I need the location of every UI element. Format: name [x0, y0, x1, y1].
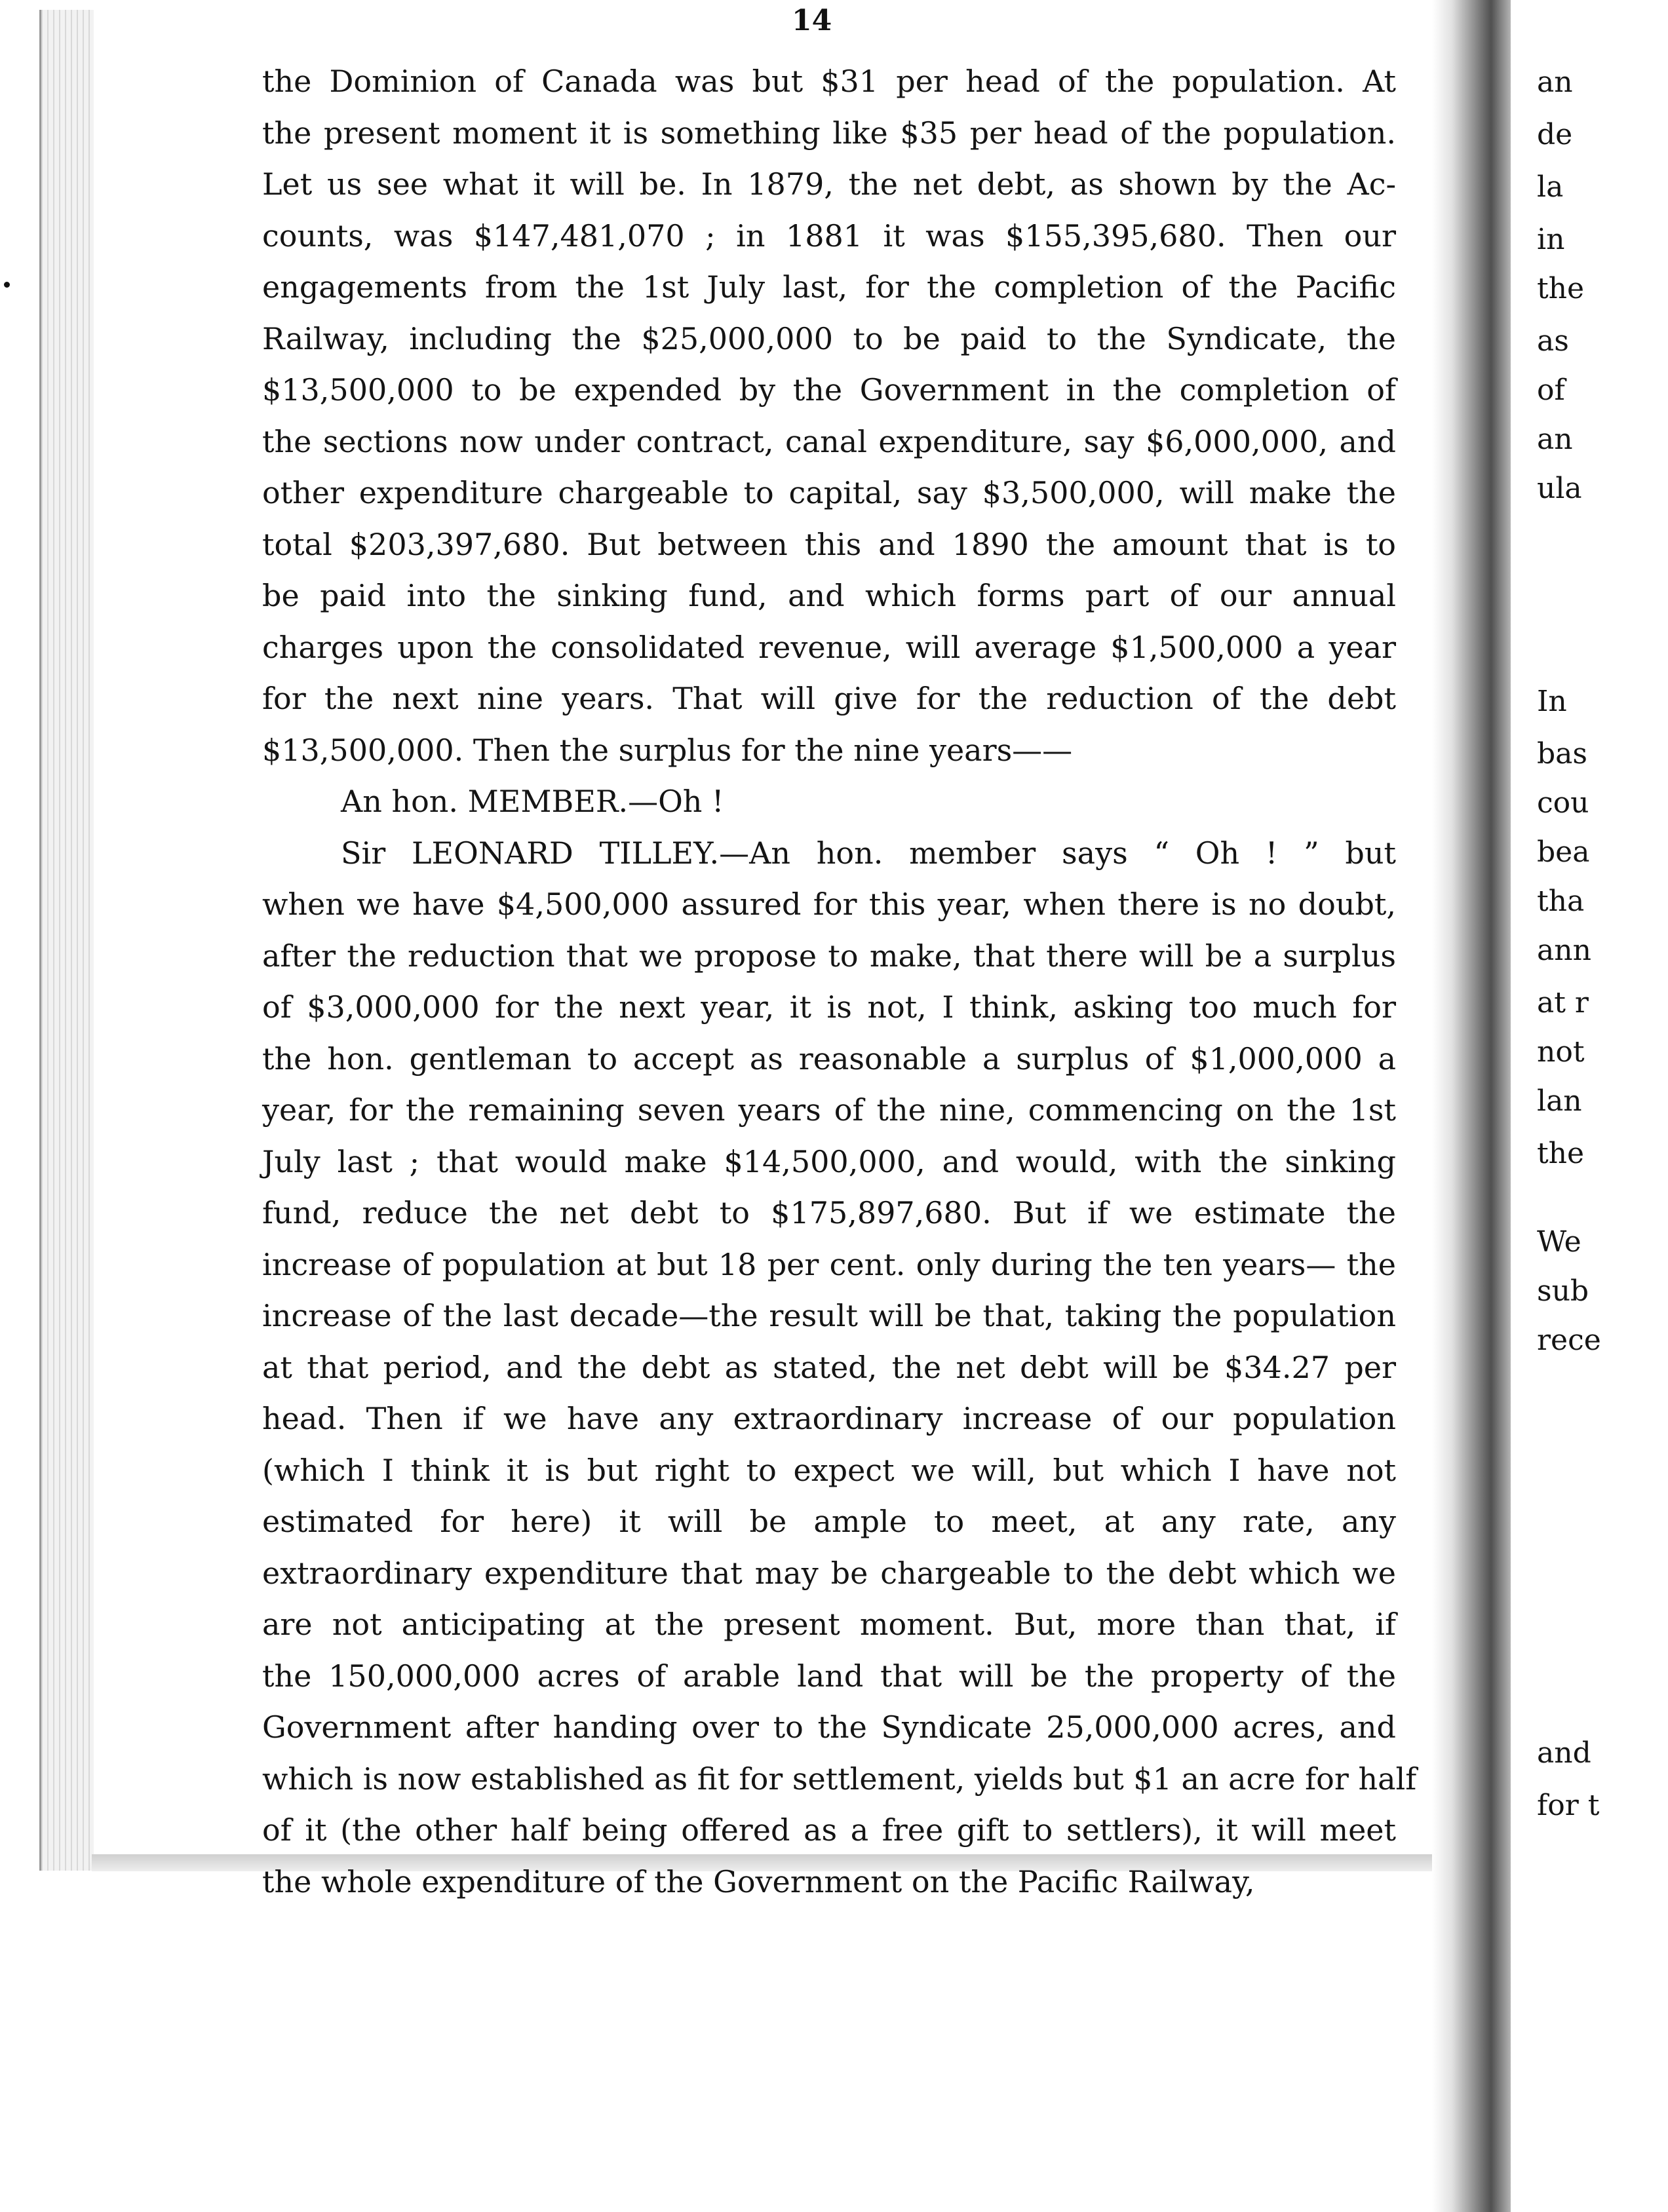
- facing-page-fragment: bea: [1537, 835, 1590, 869]
- facing-page-fragment: an: [1537, 423, 1573, 456]
- text-line: increase of the last decade—the result will be that, taking the population: [262, 1298, 1396, 1333]
- facing-page-fragments: [1537, 0, 1601, 1900]
- text-line: be paid into the sinking fund, and which forms part of our annual: [262, 578, 1396, 613]
- text-line: (which I think it is but right to expect we will, but which I have not: [262, 1452, 1396, 1488]
- facing-page-fragment: la: [1537, 170, 1564, 204]
- text-line: extraordinary expenditure that may be chargeable to the debt which we: [262, 1555, 1396, 1591]
- facing-page-fragment: of: [1537, 373, 1565, 407]
- text-line: at that period, and the debt as stated, the net debt will be $34.27 per: [262, 1349, 1396, 1385]
- text-line: $13,500,000. Then the surplus for the nine years——: [262, 732, 1073, 768]
- speck-mark: [4, 282, 10, 288]
- facing-page-fragment: bas: [1537, 737, 1587, 771]
- text-line: the present moment it is something like $35 per head of the population.: [262, 115, 1396, 151]
- facing-page-fragment: in: [1537, 223, 1565, 256]
- text-line: the hon. gentleman to accept as reasonable a surplus of $1,000,000 a: [262, 1040, 1396, 1077]
- page-number: 14: [792, 4, 832, 37]
- text-line: are not anticipating at the present moment. But, more than that, if: [262, 1607, 1396, 1642]
- facing-page-fragment: ula: [1537, 472, 1582, 505]
- text-line: July last ; that would make $14,500,000, and would, with the sinking: [262, 1143, 1396, 1179]
- text-line: when we have $4,500,000 assured for this year, when there is no doubt,: [262, 887, 1396, 922]
- facing-page-fragment: tha: [1537, 885, 1585, 918]
- text-line: An hon. MEMBER.—Oh !: [341, 784, 724, 819]
- text-line: the sections now under contract, canal expenditure, say $6,000,000, and: [262, 423, 1396, 459]
- text-line: other expenditure chargeable to capital, say $3,500,000, will make the: [262, 475, 1396, 510]
- facing-page-fragment: and: [1537, 1736, 1591, 1770]
- text-line: increase of population at but 18 per cent. only during the ten years— the: [262, 1246, 1396, 1282]
- text-line: counts, was $147,481,070 ; in 1881 it was $155,395,680. Then our: [262, 218, 1396, 254]
- text-line: the whole expenditure of the Government on the Pacific Railway,: [262, 1863, 1255, 1899]
- facing-page-fragment: We: [1537, 1225, 1581, 1259]
- facing-page-fragment: an: [1537, 66, 1573, 99]
- facing-page-fragment: sub: [1537, 1274, 1589, 1308]
- text-line: Sir LEONARD TILLEY.—An hon. member says “ Oh ! ” but: [341, 835, 1396, 871]
- facing-page-fragment: as: [1537, 324, 1569, 358]
- text-line: engagements from the 1st July last, for the completion of the Pacific: [262, 269, 1396, 305]
- facing-page-fragment: for t: [1537, 1789, 1600, 1822]
- text-line: the Dominion of Canada was but $31 per head of the population. At: [262, 64, 1396, 99]
- text-line: of it (the other half being offered as a free gift to settlers), it will meet: [262, 1812, 1396, 1848]
- text-line: head. Then if we have any extraordinary increase of our population: [262, 1401, 1396, 1436]
- book-gutter-shadow: [1432, 0, 1511, 2212]
- facing-page-fragment: lan: [1537, 1084, 1582, 1118]
- facing-page-fragment: not: [1537, 1035, 1585, 1069]
- text-line: which is now established as fit for settlement, yields but $1 an acre for half: [262, 1761, 1417, 1797]
- text-line: for the next nine years. That will give for the reduction of the debt: [262, 681, 1396, 716]
- text-line: Railway, including the $25,000,000 to be paid to the Syndicate, the: [262, 320, 1396, 356]
- text-line: after the reduction that we propose to make, that there will be a surplus: [262, 938, 1396, 974]
- text-line: year, for the remaining seven years of the nine, commencing on the 1st: [262, 1092, 1396, 1128]
- facing-page-fragment: rece: [1537, 1324, 1601, 1357]
- text-line: the 150,000,000 acres of arable land that will be the property of the: [262, 1658, 1396, 1694]
- facing-page-fragment: cou: [1537, 786, 1589, 820]
- facing-page-fragment: ann: [1537, 934, 1591, 967]
- text-line: Let us see what it will be. In 1879, the net debt, as shown by the Ac-: [262, 166, 1396, 202]
- margin-left: [0, 0, 33, 2212]
- facing-page-fragment: the: [1537, 1137, 1585, 1170]
- text-line: total $203,397,680. But between this and 1890 the amount that is to: [262, 526, 1396, 562]
- facing-page-fragment: at r: [1537, 986, 1589, 1020]
- text-line: charges upon the consolidated revenue, will average $1,500,000 a year: [262, 629, 1396, 665]
- text-line: of $3,000,000 for the next year, it is not, I think, asking too much for: [262, 989, 1396, 1025]
- text-line: $13,500,000 to be expended by the Government in the completion of: [262, 372, 1396, 408]
- text-line: estimated for here) it will be ample to meet, at any rate, any: [262, 1504, 1396, 1539]
- text-line: fund, reduce the net debt to $175,897,680. But if we estimate the: [262, 1195, 1396, 1230]
- text-line: Government after handing over to the Syndicate 25,000,000 acres, and: [262, 1709, 1396, 1745]
- facing-page-fragment: the: [1537, 272, 1585, 305]
- body-text: [262, 56, 1417, 1907]
- page-edge-stack: [39, 10, 94, 1871]
- facing-page-fragment: In: [1537, 685, 1567, 718]
- facing-page-fragment: de: [1537, 118, 1573, 151]
